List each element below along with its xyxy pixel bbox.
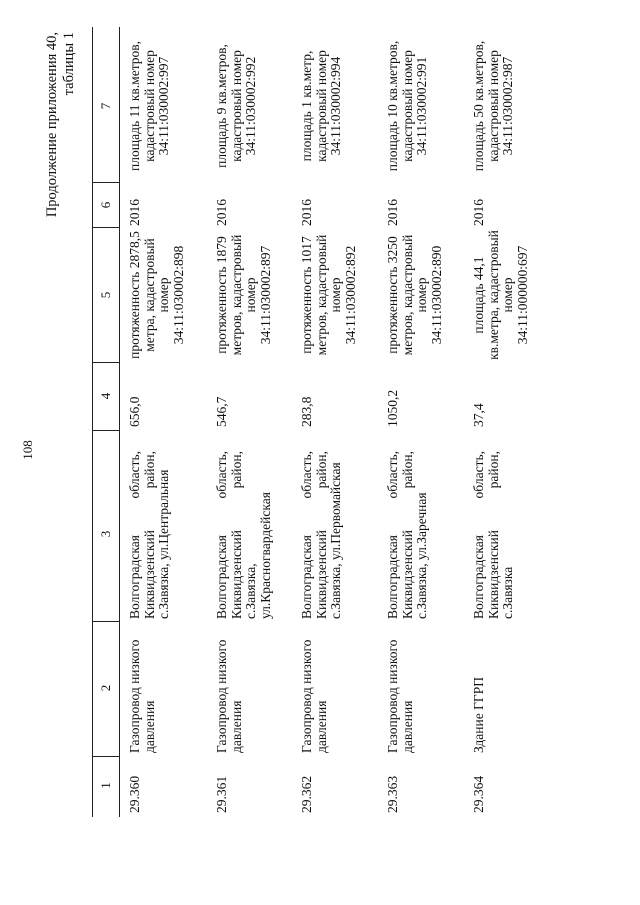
cell-note: площадь 10 кв.метров, кадастровый номер 34:11:030002:991 — [385, 40, 429, 172]
cell-year: 2016 — [385, 199, 400, 226]
header-col-7: 7 — [97, 102, 113, 110]
header-col-4: 4 — [97, 392, 113, 400]
cell-characteristics: площадь 44,1 кв.метра, кадастровый номер 34:11:000000:697 — [471, 230, 530, 360]
continuation-caption — [44, 32, 78, 292]
cell-value: 656,0 — [127, 396, 142, 427]
cell-number: 29.363 — [385, 775, 400, 813]
header-separator — [92, 227, 119, 228]
cell-value: 37,4 — [471, 403, 486, 427]
cell-address: Волгоградская область, Киквидзенский район, с.Завязка, ул.Красногвардейская — [214, 451, 273, 619]
cell-address: Волгоградская область, Киквидзенский район, с.Завязка — [471, 451, 515, 619]
cell-characteristics: протяженность 1017 метров, кадастровый номер 34:11:030002:892 — [299, 234, 358, 356]
cell-characteristics: протяженность 2878,5 метра, кадастровый номер 34:11:030002:898 — [127, 231, 186, 359]
cell-note: площадь 50 кв.метров, кадастровый номер 34:11:030002:987 — [471, 40, 515, 172]
cell-year: 2016 — [127, 199, 142, 226]
header-col-5: 5 — [97, 291, 113, 299]
header-col-2: 2 — [97, 684, 113, 692]
header-col-1: 1 — [97, 782, 113, 789]
header-separator — [92, 430, 119, 431]
cell-address: Волгоградская область, Киквидзенский район, с.Завязка, ул.Центральная — [127, 451, 171, 619]
cell-year: 2016 — [214, 199, 229, 226]
header-col-3: 3 — [97, 530, 113, 538]
cell-name: Здание ГГРП — [471, 677, 486, 753]
cell-address: Волгоградская область, Киквидзенский район, с.Завязка, ул.Первомайская — [299, 451, 343, 619]
header-separator — [92, 182, 119, 183]
cell-characteristics: протяженность 1879 метров, кадастровый номер 34:11:030002:897 — [214, 234, 273, 356]
cell-number: 29.361 — [214, 775, 229, 813]
cell-value: 546,7 — [214, 396, 229, 427]
cell-address: Волгоградская область, Киквидзенский район, с.Завязка, ул.Заречная — [385, 451, 429, 619]
cell-note: площадь 1 кв.метр, кадастровый номер 34:11:030002:994 — [299, 50, 343, 162]
cell-name: Газопровод низкого давления — [127, 639, 157, 753]
continuation-line-2: таблицы 1 — [61, 32, 77, 96]
cell-note: площадь 11 кв.метров, кадастровый номер 34:11:030002:997 — [127, 40, 171, 172]
page-number: 108 — [20, 440, 35, 460]
cell-year: 2016 — [299, 199, 314, 226]
cell-value: 1050,2 — [385, 389, 400, 427]
continuation-line-1: Продолжение приложения 40, — [44, 32, 60, 218]
header-col-6: 6 — [97, 201, 113, 209]
cell-year: 2016 — [471, 199, 486, 226]
cell-note: площадь 9 кв.метров, кадастровый номер 34:11:030002:992 — [214, 44, 258, 168]
cell-number: 29.360 — [127, 775, 142, 813]
cell-number: 29.362 — [299, 775, 314, 813]
header-separator — [92, 756, 119, 757]
property-table — [92, 0, 602, 905]
cell-number: 29.364 — [471, 775, 486, 813]
cell-name: Газопровод низкого давления — [299, 639, 329, 753]
cell-characteristics: протяженность 3250 метров, кадастровый номер 34:11:030002:890 — [385, 234, 444, 356]
header-bottom-border — [119, 27, 120, 817]
header-separator — [92, 621, 119, 622]
cell-name: Газопровод низкого давления — [214, 639, 244, 753]
cell-value: 283,8 — [299, 396, 314, 427]
header-separator — [92, 362, 119, 363]
cell-name: Газопровод низкого давления — [385, 639, 415, 753]
